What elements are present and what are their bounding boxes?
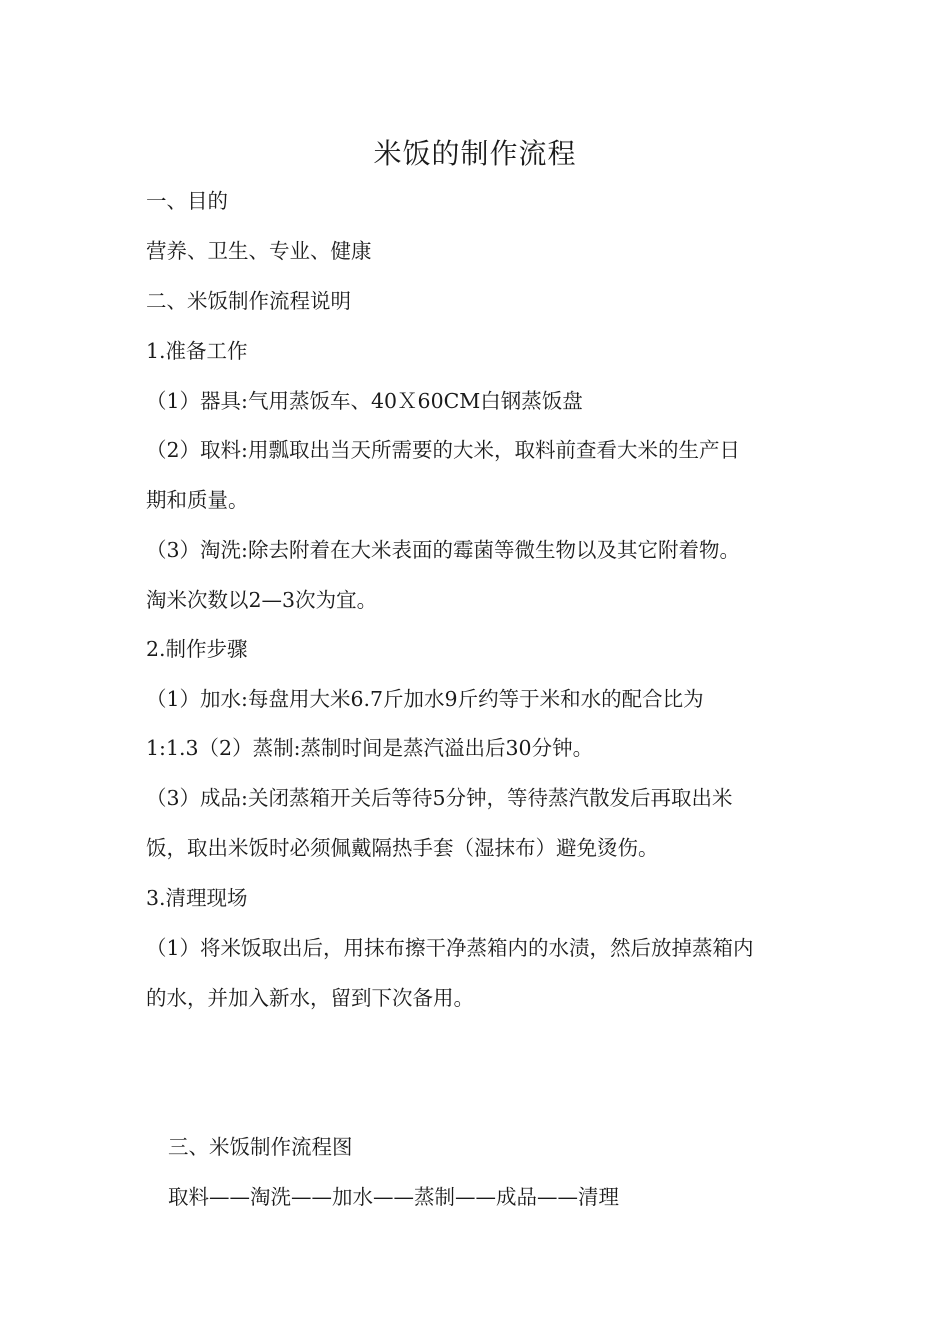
subsection-steps: 2.制作步骤 (146, 637, 248, 661)
section-heading-flowchart: 三、米饭制作流程图 (168, 1135, 353, 1159)
preparation-item-wash-line1: （3）淘洗:除去附着在大米表面的霉菌等微生物以及其它附着物。 (146, 538, 740, 562)
preparation-item-rice-line2: 期和质量。 (146, 488, 249, 512)
purpose-text: 营养、卫生、专业、健康 (146, 239, 372, 263)
preparation-item-wash-line2: 淘米次数以2—3次为宜。 (146, 588, 378, 612)
preparation-item-tools: （1）器具:气用蒸饭车、40Ｘ60CM白钢蒸饭盘 (146, 389, 583, 413)
step-finish-line2: 饭，取出米饭时必须佩戴隔热手套（湿抹布）避免烫伤。 (146, 836, 659, 860)
preparation-item-rice-line1: （2）取料:用瓢取出当天所需要的大米，取料前查看大米的生产日 (146, 438, 740, 462)
step-water-line2: 1:1.3（2）蒸制:蒸制时间是蒸汽溢出后30分钟。 (146, 736, 594, 760)
document-title: 米饭的制作流程 (373, 137, 577, 170)
flowchart-line: 取料——淘洗——加水——蒸制——成品——清理 (168, 1185, 619, 1209)
cleanup-item-line1: （1）将米饭取出后，用抹布擦干净蒸箱内的水渍，然后放掉蒸箱内 (146, 936, 754, 960)
step-water-line1: （1）加水:每盘用大米6.7斤加水9斤约等于米和水的配合比为 (146, 687, 704, 711)
subsection-preparation: 1.准备工作 (146, 339, 248, 363)
section-heading-process: 二、米饭制作流程说明 (146, 289, 351, 313)
section-heading-purpose: 一、目的 (146, 189, 228, 213)
subsection-cleanup: 3.清理现场 (146, 886, 248, 910)
step-finish-line1: （3）成品:关闭蒸箱开关后等待5分钟，等待蒸汽散发后再取出米 (146, 786, 733, 810)
cleanup-item-line2: 的水，并加入新水，留到下次备用。 (146, 986, 474, 1010)
